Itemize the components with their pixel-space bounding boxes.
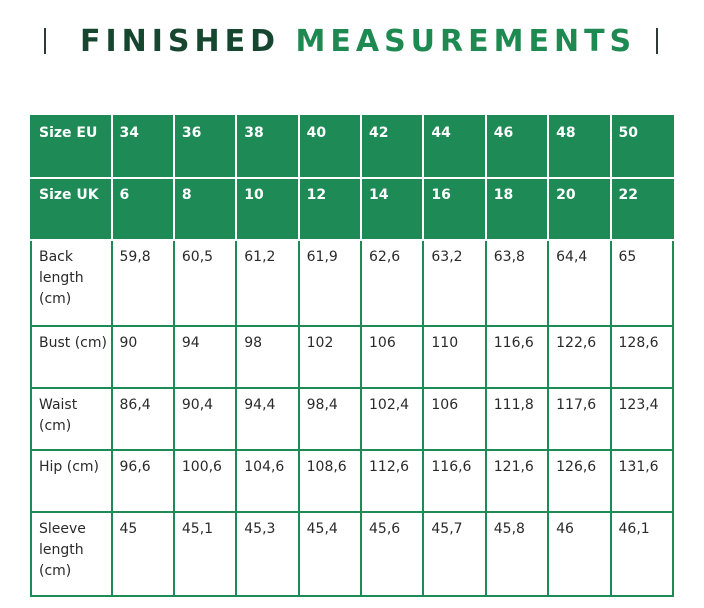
table-row-bust bbox=[31, 326, 673, 388]
table-cell: 121,6 bbox=[486, 450, 548, 512]
table-cell: 116,6 bbox=[423, 450, 485, 512]
table-cell: 38 bbox=[236, 116, 298, 178]
table-cell: 59,8 bbox=[112, 240, 174, 326]
page-title bbox=[80, 22, 636, 62]
table-cell: 104,6 bbox=[236, 450, 298, 512]
table-cell: 90,4 bbox=[174, 388, 236, 450]
table-cell: 46,1 bbox=[611, 512, 674, 596]
table-cell: 110 bbox=[423, 326, 485, 388]
table-cell: 60,5 bbox=[174, 240, 236, 326]
table-cell: 36 bbox=[174, 116, 236, 178]
table-cell: 86,4 bbox=[112, 388, 174, 450]
row-label: Hip (cm) bbox=[31, 450, 112, 512]
row-label: Size EU bbox=[31, 116, 112, 178]
table-cell: 45 bbox=[112, 512, 174, 596]
table-cell: 61,2 bbox=[236, 240, 298, 326]
table-cell: 98 bbox=[236, 326, 298, 388]
table-cell: 46 bbox=[486, 116, 548, 178]
table-cell: 22 bbox=[611, 178, 674, 240]
table-row-sleeve-length bbox=[31, 512, 673, 596]
table-cell: 44 bbox=[423, 116, 485, 178]
table-cell: 45,7 bbox=[423, 512, 485, 596]
table-cell: 94,4 bbox=[236, 388, 298, 450]
row-label: Size UK bbox=[31, 178, 112, 240]
table-cell: 128,6 bbox=[611, 326, 674, 388]
table-cell: 10 bbox=[236, 178, 298, 240]
table-cell: 102,4 bbox=[361, 388, 423, 450]
title-word-measurements: MEASUREMENTS bbox=[295, 24, 637, 59]
table-cell: 123,4 bbox=[611, 388, 674, 450]
table-row-back-length bbox=[31, 240, 673, 326]
table-cell: 98,4 bbox=[299, 388, 361, 450]
table-cell: 46 bbox=[548, 512, 610, 596]
table-row-size-eu bbox=[31, 116, 673, 178]
row-label: Waist (cm) bbox=[31, 388, 112, 450]
table-cell: 48 bbox=[548, 116, 610, 178]
table-cell: 18 bbox=[486, 178, 548, 240]
table-cell: 45,4 bbox=[299, 512, 361, 596]
table-cell: 106 bbox=[361, 326, 423, 388]
table-cell: 94 bbox=[174, 326, 236, 388]
table-cell: 90 bbox=[112, 326, 174, 388]
table-cell: 61,9 bbox=[299, 240, 361, 326]
table-row-hip bbox=[31, 450, 673, 512]
table-cell: 12 bbox=[299, 178, 361, 240]
table-cell: 45,6 bbox=[361, 512, 423, 596]
table-cell: 34 bbox=[112, 116, 174, 178]
table-cell: 112,6 bbox=[361, 450, 423, 512]
table-cell: 20 bbox=[548, 178, 610, 240]
title-bar bbox=[44, 22, 658, 62]
table-cell: 108,6 bbox=[299, 450, 361, 512]
table-cell: 96,6 bbox=[112, 450, 174, 512]
table-cell: 122,6 bbox=[548, 326, 610, 388]
table-cell: 102 bbox=[299, 326, 361, 388]
title-divider-right bbox=[656, 28, 658, 54]
row-label: Bust (cm) bbox=[31, 326, 112, 388]
table-cell: 62,6 bbox=[361, 240, 423, 326]
table-cell: 117,6 bbox=[548, 388, 610, 450]
table-cell: 116,6 bbox=[486, 326, 548, 388]
table-cell: 50 bbox=[611, 116, 674, 178]
table-cell: 45,3 bbox=[236, 512, 298, 596]
table-cell: 14 bbox=[361, 178, 423, 240]
row-label: Sleeve length (cm) bbox=[31, 512, 112, 596]
table-cell: 65 bbox=[611, 240, 674, 326]
table-cell: 111,8 bbox=[486, 388, 548, 450]
table-cell: 126,6 bbox=[548, 450, 610, 512]
table-body bbox=[31, 116, 673, 596]
table-cell: 64,4 bbox=[548, 240, 610, 326]
title-word-finished: FINISHED bbox=[80, 24, 281, 59]
row-label: Back length (cm) bbox=[31, 240, 112, 326]
table-cell: 6 bbox=[112, 178, 174, 240]
table-row-size-uk bbox=[31, 178, 673, 240]
title-divider-left bbox=[44, 28, 46, 54]
table-cell: 45,8 bbox=[486, 512, 548, 596]
table-cell: 40 bbox=[299, 116, 361, 178]
table-row-waist bbox=[31, 388, 673, 450]
table-cell: 106 bbox=[423, 388, 485, 450]
table-cell: 8 bbox=[174, 178, 236, 240]
table-cell: 45,1 bbox=[174, 512, 236, 596]
table-cell: 16 bbox=[423, 178, 485, 240]
measurements-table bbox=[30, 115, 674, 597]
table-cell: 63,2 bbox=[423, 240, 485, 326]
table-cell: 131,6 bbox=[611, 450, 674, 512]
table-cell: 100,6 bbox=[174, 450, 236, 512]
table-cell: 42 bbox=[361, 116, 423, 178]
table-cell: 63,8 bbox=[486, 240, 548, 326]
